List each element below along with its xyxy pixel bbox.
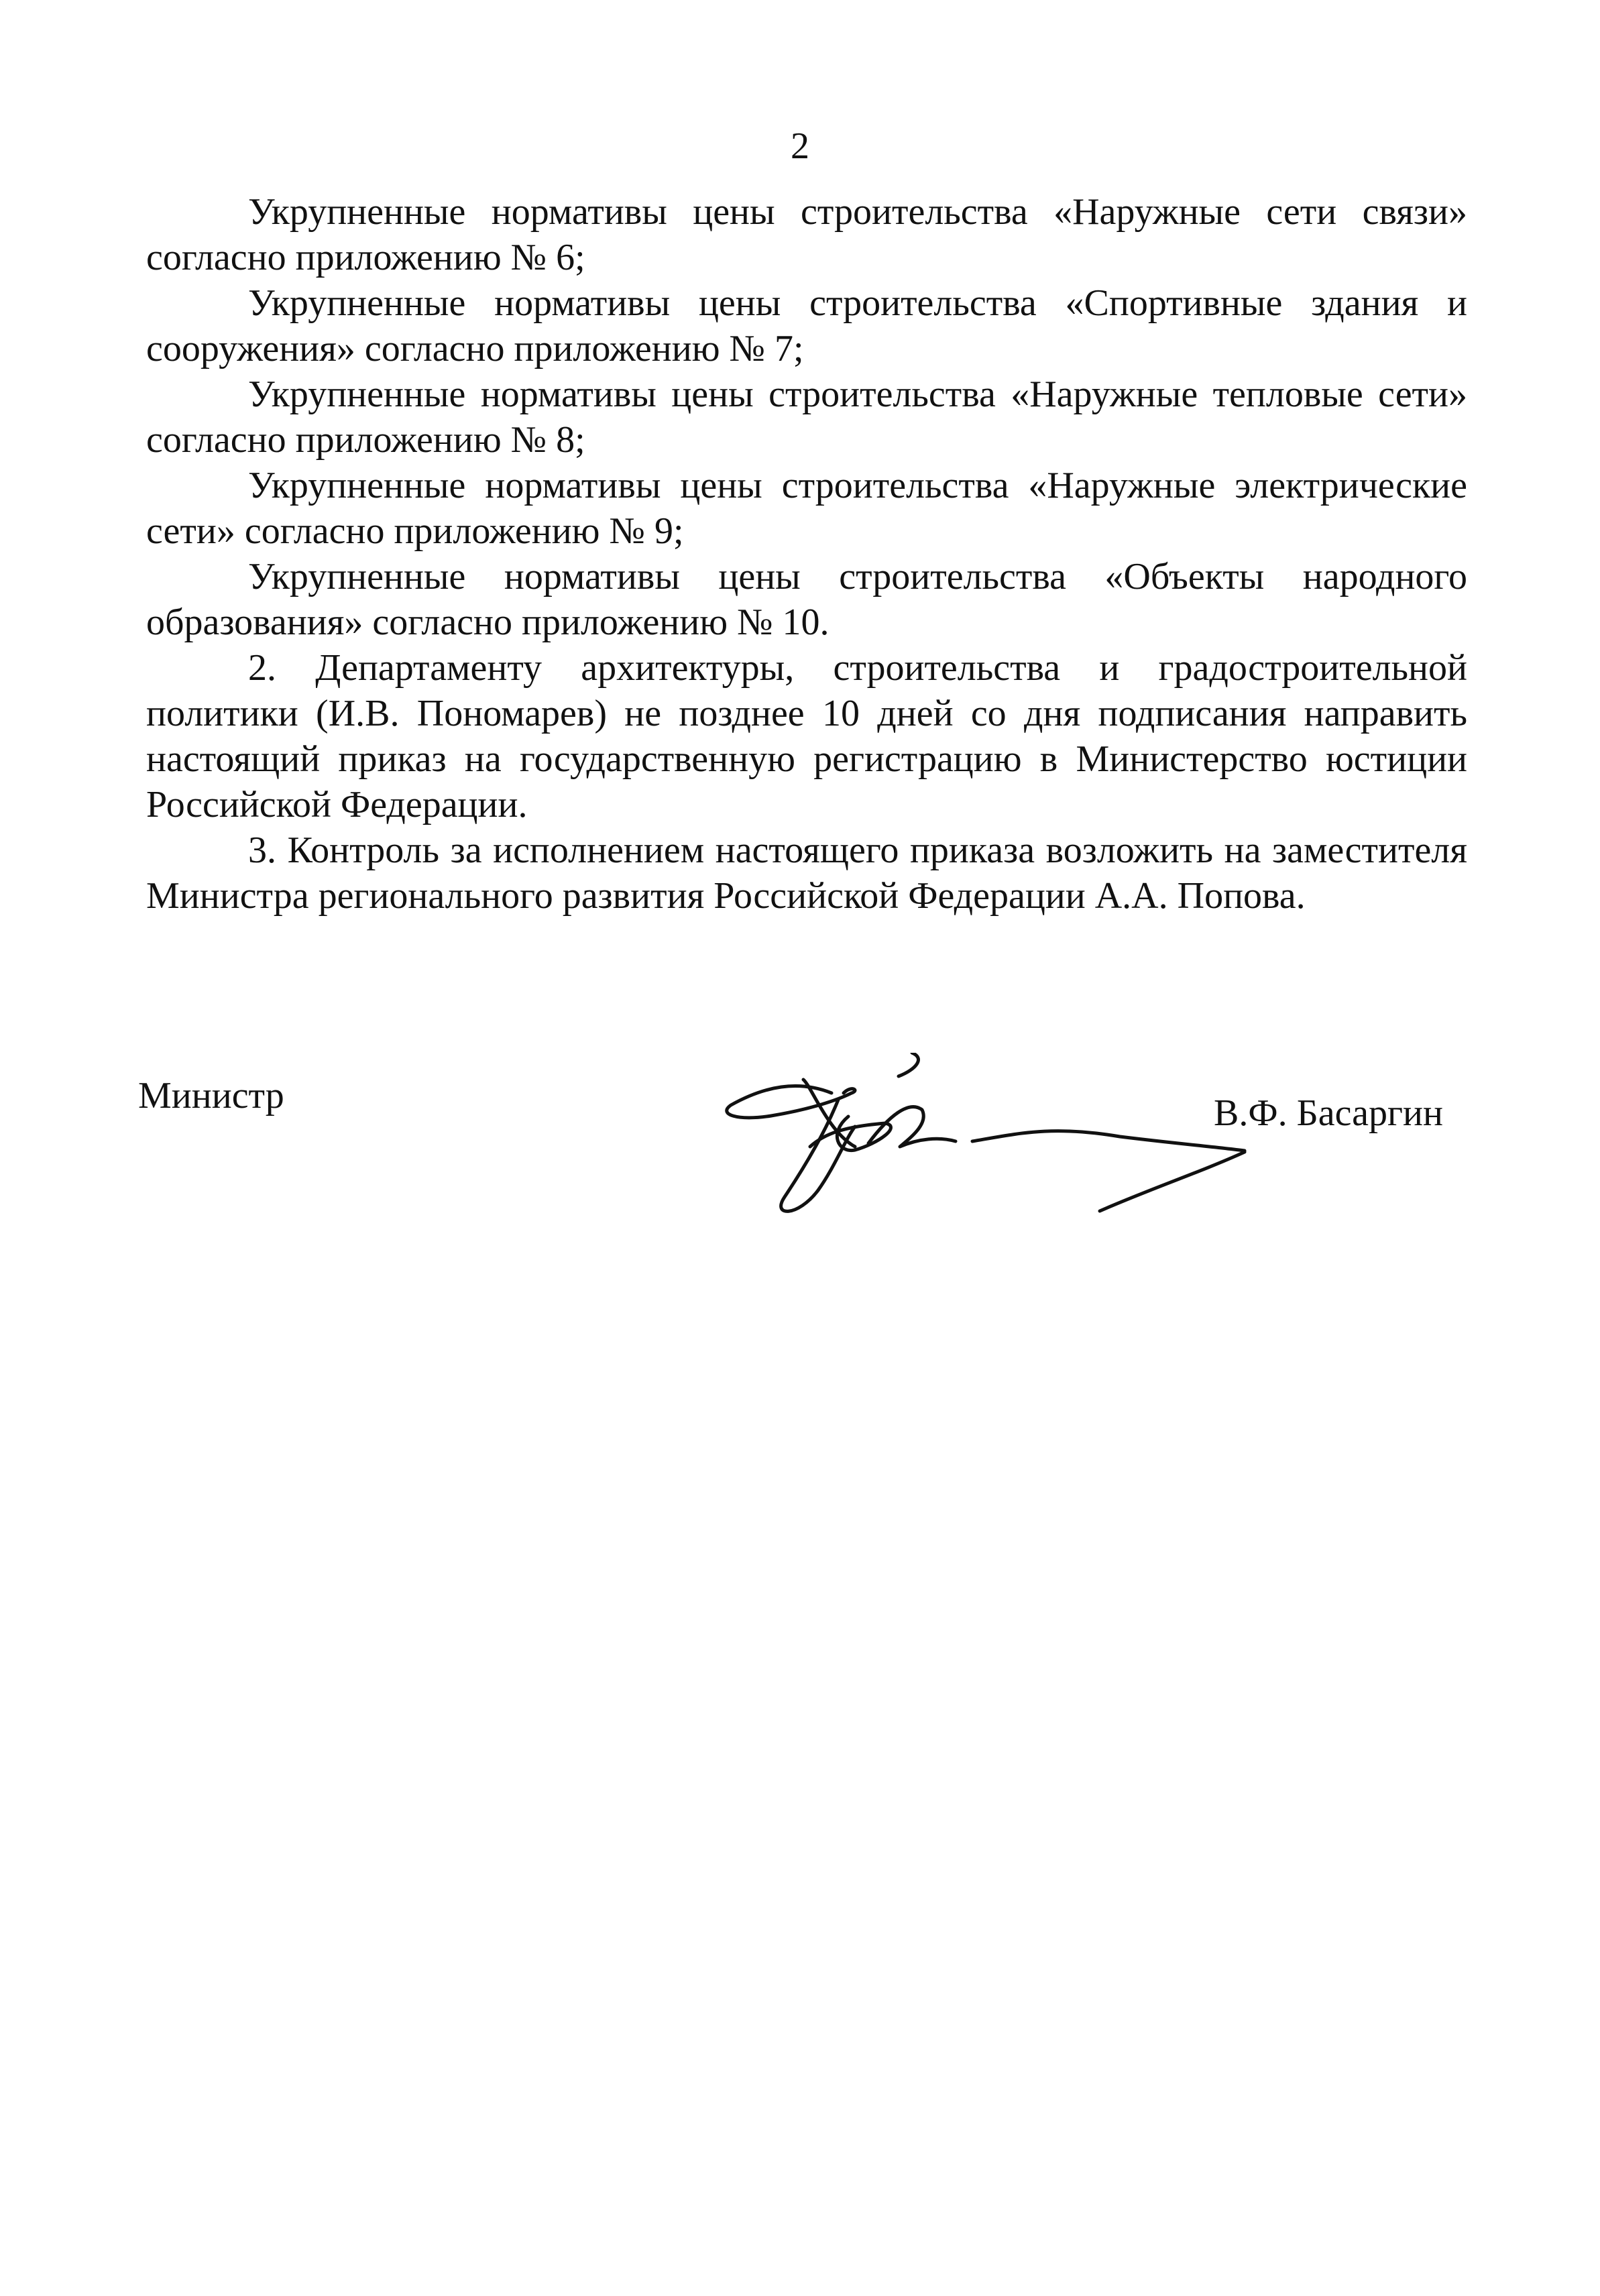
paragraph-item-3-control: 3. Контроль за исполнением настоящего приказа возложить на заместителя Министра регионального развития Российской Федерации А.А. Попова. (146, 829, 1467, 917)
signature-stroke-vertical (803, 1080, 855, 1147)
signature-stroke-loop (727, 1086, 855, 1118)
paragraph-annex-7: Укрупненные нормативы цены строительства «Спортивные здания и сооружения» согласно приложению № 7; (146, 282, 1467, 369)
page-number: 2 (791, 125, 809, 167)
paragraph-annex-6: Укрупненные нормативы цены строительства «Наружные сети связи» согласно приложению № 6; (146, 191, 1467, 278)
signature-stroke-swoosh (1100, 1152, 1245, 1211)
signature-stroke-descender (781, 1100, 855, 1211)
paragraph-annex-8: Укрупненные нормативы цены строительства «Наружные тепловые сети» согласно приложению № 8; (146, 374, 1467, 461)
signature-stroke-tick (899, 1053, 918, 1076)
signature-stroke-tail (972, 1131, 1245, 1151)
paragraph-annex-10: Укрупненные нормативы цены строительства «Объекты народного образования» согласно приложению № 10. (146, 556, 1467, 643)
signer-name: В.Ф. Басаргин (1214, 1092, 1443, 1134)
signer-title: Министр (138, 1075, 284, 1116)
paragraph-annex-9: Укрупненные нормативы цены строительства «Наружные электрические сети» согласно приложению № 9; (146, 465, 1467, 552)
document-body (146, 189, 1467, 919)
signature-stroke-hump (868, 1107, 956, 1147)
paragraph-item-2-registration: 2. Департаменту архитектуры, строительства и градостроительной политики (И.В. Пономарев) не позднее 10 дней со дня подписания направить настоящий приказ на государственную регистрацию в Министерство юстиции Российской Федерации. (146, 647, 1467, 825)
handwritten-signature (718, 1053, 1247, 1254)
signature-stroke-triangle (810, 1116, 891, 1151)
